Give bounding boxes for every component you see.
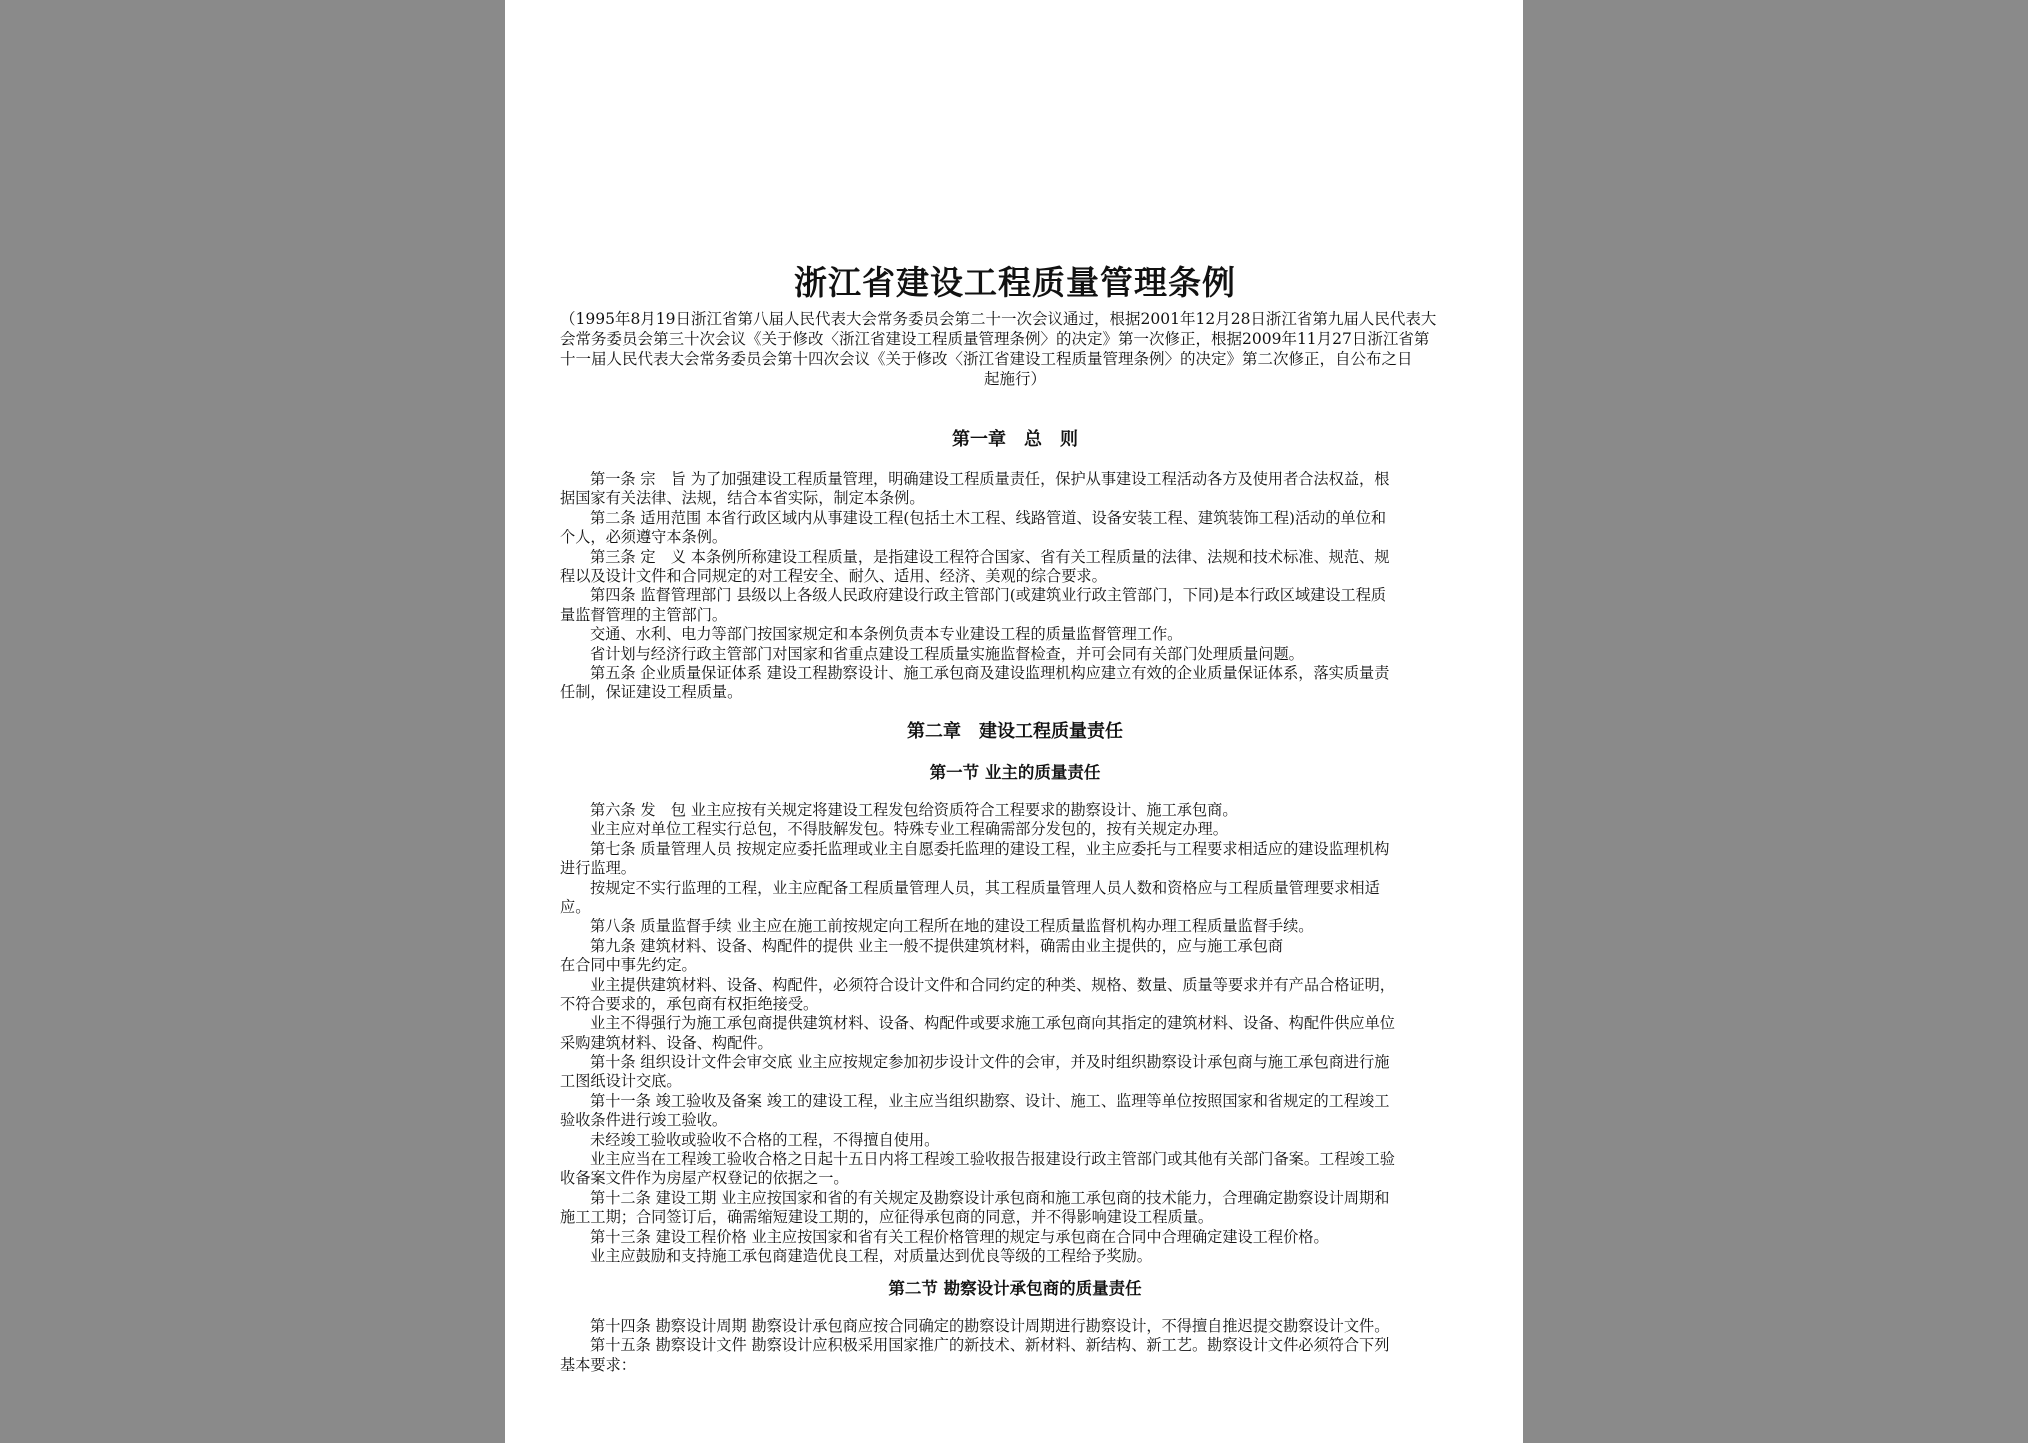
paragraph-line: 个人，必须遵守本条例。	[560, 528, 728, 547]
paragraph-line: 采购建筑材料、设备、构配件。	[560, 1033, 773, 1052]
paragraph-line: 不符合要求的，承包商有权拒绝接受。	[560, 994, 819, 1013]
paragraph-line: 第二条 适用范围 本省行政区域内从事建设工程(包括土木工程、线路管道、设备安装工程、建筑装饰工程)活动的单位和	[590, 508, 1387, 527]
paragraph-line: 第四条 监督管理部门 县级以上各级人民政府建设行政主管部门(或建筑业行政主管部门，下同)是本行政区域建设工程质	[590, 586, 1387, 605]
chapter-heading-2: 第二章 建设工程质量责任	[907, 721, 1123, 742]
document-page	[505, 0, 1523, 1443]
chapter-heading-1: 第一章 总 则	[952, 429, 1078, 450]
preamble-line: 十一届人民代表大会常务委员会第十四次会议《关于修改〈浙江省建设工程质量管理条例〉的决定》第二次修正，自公布之日	[560, 350, 1413, 368]
section-1-body	[560, 801, 1470, 1266]
paragraph-line: 第九条 建筑材料、设备、构配件的提供 业主一般不提供建筑材料，确需由业主提供的，应与施工承包商	[590, 936, 1284, 955]
document-title: 浙江省建设工程质量管理条例	[794, 263, 1236, 302]
paragraph-line: 据国家有关法律、法规，结合本省实际，制定本条例。	[560, 489, 925, 508]
paragraph-line: 业主提供建筑材料、设备、构配件，必须符合设计文件和合同约定的种类、规格、数量、质量等要求并有产品合格证明，	[590, 975, 1395, 994]
paragraph-line: 第十条 组织设计文件会审交底 业主应按规定参加初步设计文件的会审，并及时组织勘察设计承包商与施工承包商进行施	[590, 1053, 1390, 1072]
section-heading-1: 第一节 业主的质量责任	[929, 763, 1101, 782]
paragraph-line: 第三条 定 义 本条例所称建设工程质量，是指建设工程符合国家、省有关工程质量的法律、法规和技术标准、规范、规	[590, 547, 1390, 566]
paragraph-line: 收备案文件作为房屋产权登记的依据之一。	[560, 1169, 849, 1188]
paragraph-line: 第八条 质量监督手续 业主应在施工前按规定向工程所在地的建设工程质量监督机构办理工程质量监督手续。	[590, 917, 1314, 936]
section-heading-2: 第二节 勘察设计承包商的质量责任	[888, 1279, 1142, 1298]
paragraph-line: 业主应鼓励和支持施工承包商建造优良工程，对质量达到优良等级的工程给予奖励。	[590, 1246, 1152, 1265]
paragraph-line: 进行监理。	[560, 859, 636, 878]
paragraph-line: 在合同中事先约定。	[560, 956, 697, 975]
paragraph-line: 第一条 宗 旨 为了加强建设工程质量管理，明确建设工程质量责任，保护从事建设工程活动各方及使用者合法权益，根	[590, 470, 1390, 488]
paragraph-line: 第十二条 建设工期 业主应按国家和省的有关规定及勘察设计承包商和施工承包商的技术能力，合理确定勘察设计周期和	[590, 1188, 1390, 1207]
paragraph-line: 第七条 质量管理人员 按规定应委托监理或业主自愿委托监理的建设工程，业主应委托与工程要求相适应的建设监理机构	[590, 839, 1390, 858]
paragraph-line: 验收条件进行竣工验收。	[560, 1111, 728, 1130]
paragraph-line: 交通、水利、电力等部门按国家规定和本条例负责本专业建设工程的质量监督管理工作。	[590, 625, 1183, 644]
paragraph-line: 第六条 发 包 业主应按有关规定将建设工程发包给资质符合工程要求的勘察设计、施工承包商。	[590, 801, 1238, 819]
paragraph-line: 基本要求：	[560, 1355, 636, 1374]
paragraph-line: 施工工期；合同签订后，确需缩短建设工期的，应征得承包商的同意，并不得影响建设工程质量。	[560, 1208, 1214, 1227]
paragraph-line: 任制，保证建设工程质量。	[560, 683, 743, 702]
paragraph-line: 第十五条 勘察设计文件 勘察设计应积极采用国家推广的新技术、新材料、新结构、新工艺。勘察设计文件必须符合下列	[590, 1336, 1390, 1355]
paragraph-line: 按规定不实行监理的工程，业主应配备工程质量管理人员，其工程质量管理人员人数和资格应与工程质量管理要求相适	[590, 878, 1380, 897]
paragraph-line: 未经竣工验收或验收不合格的工程，不得擅自使用。	[590, 1130, 940, 1149]
paragraph-line: 第十四条 勘察设计周期 勘察设计承包商应按合同确定的勘察设计周期进行勘察设计，不得擅自推迟提交勘察设计文件。	[590, 1317, 1390, 1335]
paragraph-line: 程以及设计文件和合同规定的对工程安全、耐久、适用、经济、美观的综合要求。	[560, 566, 1107, 585]
preamble-line: 起施行）	[983, 370, 1046, 388]
paragraph-line: 工图纸设计交底。	[560, 1072, 682, 1091]
paragraph-line: 第五条 企业质量保证体系 建设工程勘察设计、施工承包商及建设监理机构应建立有效的企业质量保证体系，落实质量责	[590, 663, 1390, 682]
chapter-1-body	[560, 470, 1470, 703]
preamble-line: （1995年8月19日浙江省第八届人民代表大会常务委员会第二十一次会议通过，根据2001年12月28日浙江省第九届人民代表大	[560, 310, 1437, 328]
paragraph-line: 业主不得强行为施工承包商提供建筑材料、设备、构配件或要求施工承包商向其指定的建筑材料、设备、构配件供应单位	[590, 1014, 1395, 1033]
paragraph-line: 第十一条 竣工验收及备案 竣工的建设工程，业主应当组织勘察、设计、施工、监理等单位按照国家和省规定的工程竣工	[590, 1091, 1390, 1110]
paragraph-line: 业主应对单位工程实行总包，不得肢解发包。特殊专业工程确需部分发包的，按有关规定办理。	[590, 820, 1228, 839]
paragraph-line: 第十三条 建设工程价格 业主应按国家和省有关工程价格管理的规定与承包商在合同中合理确定建设工程价格。	[590, 1227, 1329, 1246]
paragraph-line: 业主应当在工程竣工验收合格之日起十五日内将工程竣工验收报告报建设行政主管部门或其他有关部门备案。工程竣工验	[590, 1150, 1395, 1169]
paragraph-line: 省计划与经济行政主管部门对国家和省重点建设工程质量实施监督检查，并可会同有关部门处理质量问题。	[590, 644, 1304, 663]
paragraph-line: 应。	[560, 897, 591, 916]
section-2-body	[560, 1317, 1470, 1375]
preamble	[560, 309, 1470, 389]
paragraph-line: 量监督管理的主管部门。	[560, 605, 728, 624]
preamble-line: 会常务委员会第三十次会议《关于修改〈浙江省建设工程质量管理条例〉的决定》第一次修正，根据2009年11月27日浙江省第	[560, 330, 1430, 348]
